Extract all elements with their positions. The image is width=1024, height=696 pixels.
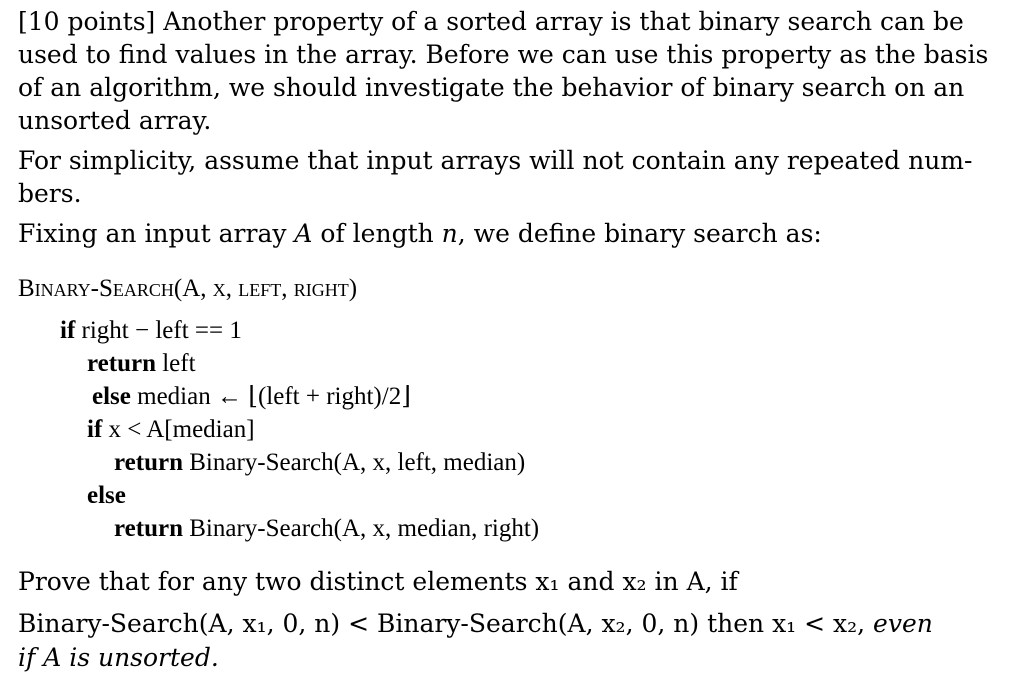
algo-ret1 (87, 348, 196, 380)
ret2-call: Binary-Search(A, x, left, median) (182, 449, 526, 476)
algo-else2 (87, 480, 126, 512)
kw-return: return (114, 449, 183, 476)
para1-line1: [10 points] Another property of a sorted array is that binary search can be (18, 7, 964, 36)
prove-line2 (18, 608, 933, 640)
para3-post: , we define binary search as: (457, 219, 822, 248)
algorithm-header: Binary-Search(A, x, left, right) (18, 275, 358, 302)
prove-line2-italic: even (873, 609, 933, 638)
para1-line4: unsorted array. (18, 106, 212, 135)
if1-cond: right − left == 1 (75, 317, 242, 344)
ret1-value: left (155, 350, 196, 377)
para2-line1: For simplicity, assume that input arrays will not contain any repeated num- (18, 146, 973, 175)
algo-else1 (92, 381, 411, 413)
para3-pre: Fixing an input array (18, 219, 295, 248)
var-n: n (441, 219, 458, 248)
prove-line1: Prove that for any two distinct elements x₁ and x₂ in A, if (18, 567, 738, 596)
if2-cond: x < A[median] (102, 416, 255, 443)
prove-line2-text: Binary-Search(A, x₁, 0, n) < Binary-Search(A, x₂, 0, n) then x₁ < x₂, (18, 609, 874, 638)
list-marker (0, 8, 1, 37)
kw-if: if (87, 416, 103, 443)
kw-else: else (87, 482, 126, 509)
ret3-call: Binary-Search(A, x, median, right) (182, 515, 540, 542)
kw-return: return (114, 515, 183, 542)
else1-assign: median ← ⌊(left + right)/2⌋ (130, 383, 411, 410)
prove-line3: if A is unsorted. (18, 643, 219, 672)
para2-line2: bers. (18, 179, 82, 208)
para1-line2: used to find values in the array. Before we can use this property as the basis (18, 40, 989, 69)
para3-line (18, 218, 822, 250)
para3-mid: of length (312, 219, 442, 248)
algo-if2 (87, 414, 255, 446)
algo-if1 (60, 315, 242, 347)
kw-return: return (87, 350, 156, 377)
kw-else: else (92, 383, 131, 410)
algo-ret3 (114, 513, 539, 545)
para1-line3: of an algorithm, we should investigate the behavior of binary search on an (18, 73, 965, 102)
algo-ret2 (114, 447, 525, 479)
var-A: A (294, 219, 313, 248)
kw-if: if (60, 317, 76, 344)
